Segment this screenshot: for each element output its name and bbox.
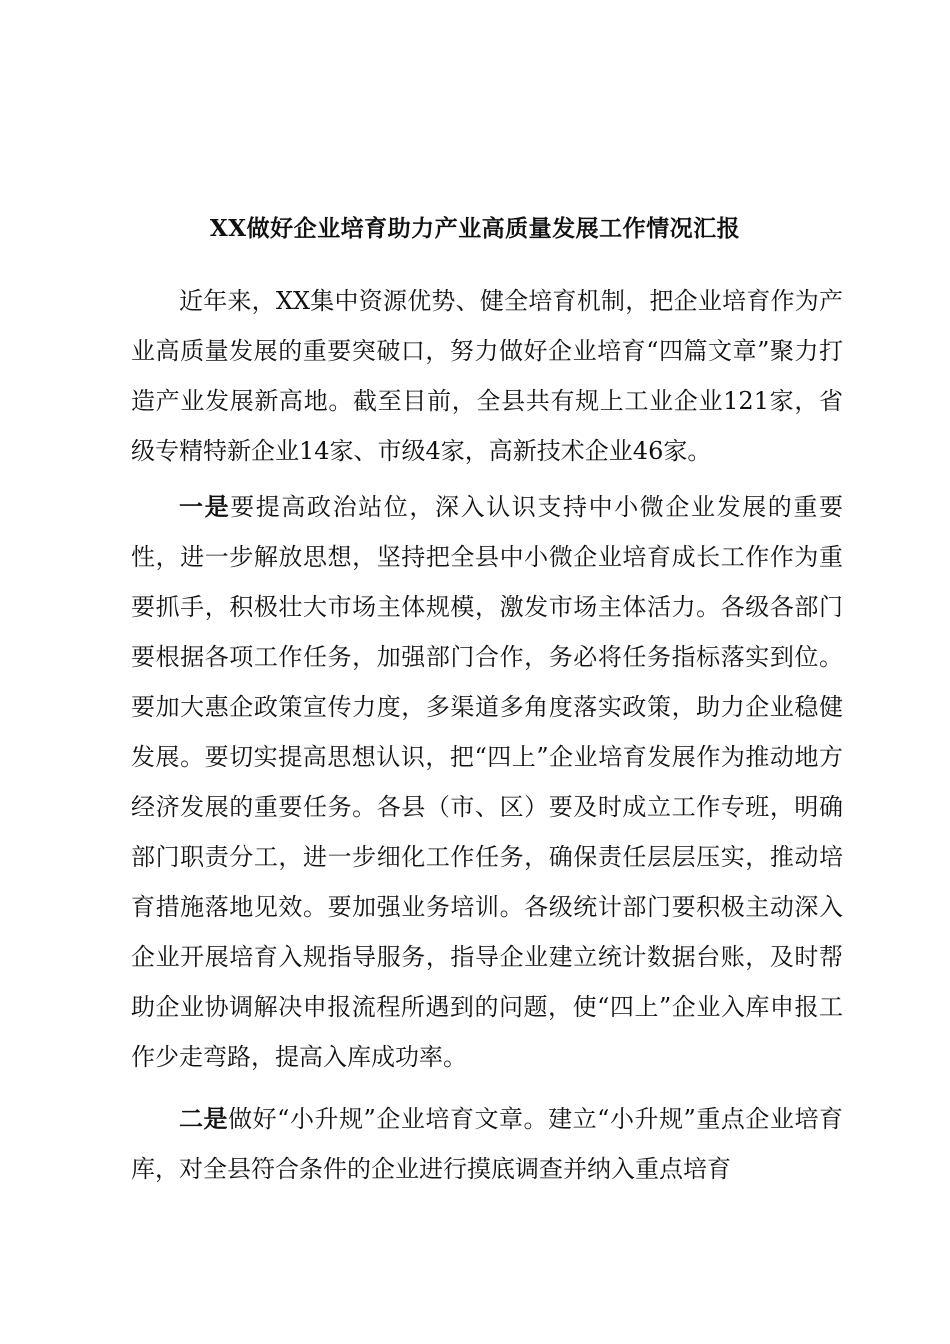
- paragraph-point-one: [131, 482, 843, 1082]
- document-title: XX做好企业培育助力产业高质量发展工作情况汇报: [209, 215, 741, 242]
- paragraph-intro: [131, 276, 843, 476]
- paragraph-point-two-text: 做好“小升规”企业培育文章。建立“小升规”重点企业培育库，对全县符合条件的企业进行摸底调查并纳入重点培育: [131, 1105, 844, 1183]
- paragraph-point-two-lead: 二是: [179, 1104, 229, 1133]
- paragraph-point-two: [131, 1094, 843, 1194]
- document-body: [131, 276, 843, 1194]
- paragraph-point-one-lead: 一是: [179, 492, 231, 521]
- paragraph-intro-text: 近年来，XX集中资源优势、健全培育机制，把企业培育作为产业高质量发展的重要突破口，努力做好企业培育“四篇文章”聚力打造产业发展新高地。截至目前，全县共有规上工业企业121家，省级专精特新企业14家、市级4家，高新技术企业46家。: [131, 287, 843, 465]
- paragraph-point-one-text: 要提高政治站位，深入认识支持中小微企业发展的重要性，进一步解放思想，坚持把全县中小微企业培育成长工作作为重要抓手，积极壮大市场主体规模，激发市场主体活力。各级各部门要根据各项工作任务，加强部门合作，务必将任务指标落实到位。要加大惠企政策宣传力度，多渠道多角度落实政策，助力企业稳健发展。要切实提高思想认识，把“四上”企业培育发展作为推动地方经济发展的重要任务。各县（市、区）要及时成立工作专班，明确部门职责分工，进一步细化工作任务，确保责任层层压实，推动培育措施落地见效。要加强业务培训。各级统计部门要积极主动深入企业开展培育入规指导服务，指导企业建立统计数据台账，及时帮助企业协调解决申报流程所遇到的问题，使“四上”企业入库申报工作少走弯路，提高入库成功率。: [131, 493, 844, 1071]
